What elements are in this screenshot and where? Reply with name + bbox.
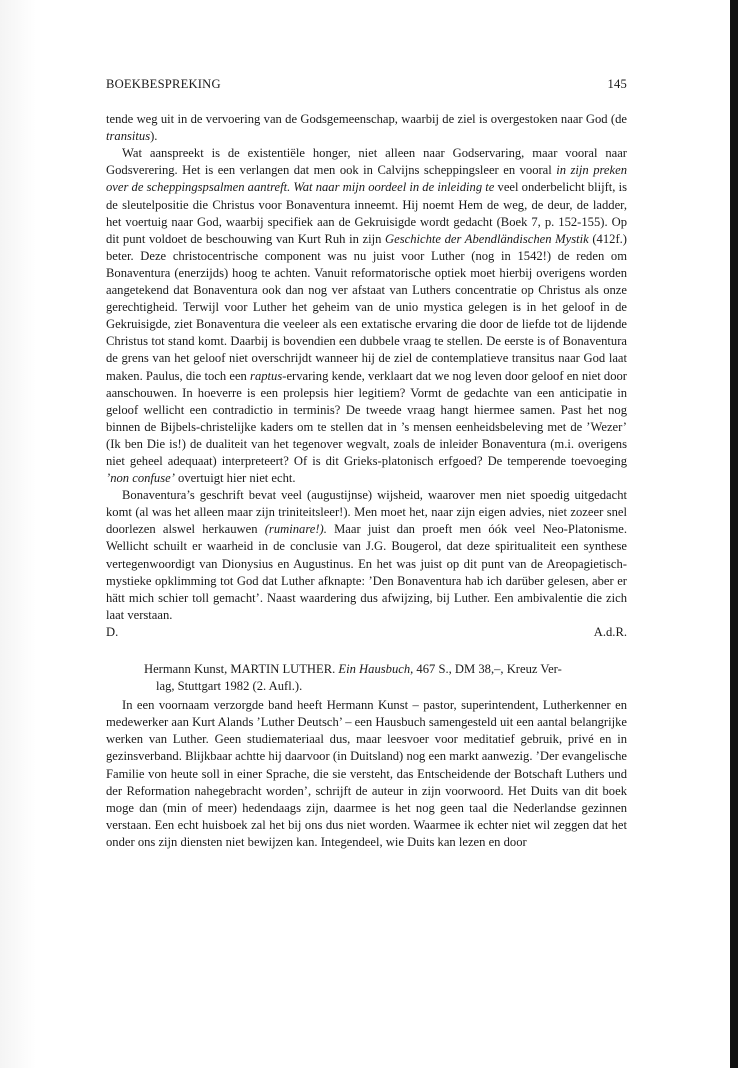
book-citation: Hermann Kunst, MARTIN LUTHER. Ein Hausbuch, 467 S., DM 38,–, Kreuz Ver- lag, Stuttgart 1982 (2. Aufl.). [144, 662, 562, 694]
review-signature [106, 624, 627, 641]
paragraph-continuation: tende weg uit in de vervoering van de Godsgemeenschap, waarbij de ziel is overgestoken naar God (de transitus). [106, 112, 627, 144]
page-body [106, 76, 627, 851]
scan-edge-right [730, 0, 738, 1068]
paragraph-conclusion: Bonaventura’s geschrift bevat veel (augustijnse) wijsheid, waarover men niet spoedig uitgedacht komt (al was het alleen maar zijn triniteitsleer!). Men moet het, naar zijn eigen advies, niet zozeer snel doorlezen alswel herkauwen (ruminare!). Maar juist dan proeft men óók veel Neo-Platonisme. Wellicht schuilt er waarheid in de conclusie van J.G. Bougerol, dat deze spiritualiteit een synthese vertegenwoordigt van Dionysius en Augustinus. En het was juist op dit punt van de Areopagietisch-mystieke opklimming tot God dat Luther afknapte: ’Den Bonaventura hab ich darüber gelesen, aber er hätt mich schier toll gemacht’. Naast waardering dus afwijzing, bij Luther. Een ambivalentie die zich laat verstaan. [106, 488, 627, 622]
paragraph-critique: Wat aanspreekt is de existentiële honger, niet alleen naar Godservaring, maar vooral naar Godsverering. Het is een verlangen dat men ook in Calvijns scheppingsleer en vooral in zijn preken over de scheppingspsalmen aantreft. Wat naar mijn oordeel in de inleiding te veel onderbelicht blijft, is de sleutelpositie die Christus voor Bonaventura inneemt. Hij noemt Hem de weg, de deur, de ladder, het voertuig naar God, waarbij specifiek aan de Gekruisigde wordt gedacht (Boek 7, p. 152-155). Op dit punt voldoet de beschouwing van Kurt Ruh in zijn Geschichte der Abendländischen Mystik (412f.) beter. Deze christocentrische component was nu juist voor Luther (nog in 1542!) de reden om Bonaventura (enerzijds) hoog te achten. Vanuit reformatorische optiek moet hierbij overigens worden aangetekend dat Bonaventura ook dan nog ver afstaat van Luthers concentratie op Christus als onze gerechtigheid. Terwijl voor Luther het geheim van de unio mystica gelegen is in het geloof in de Gekruisigde, ziet Bonaventura die veeleer als een extatische ervaring die door de liefde tot de lijdende Christus tot stand komt. Daarbij is bovendien een dubbele vraag te stellen. De eerste is of Bonaventura de grens van het geloof niet overschrijdt wanneer hij de ziel de contemplatieve transitus naar God laat maken. Paulus, die toch een raptus-ervaring kende, verklaart dat we nog leven door geloof en niet door aanschouwen. In hoeverre is een prolepsis hier legitiem? Vormt de gedachte van een anticipatie in geloof wellicht een contradictio in terminis? De tweede vraag hangt hiermee samen. Past het nog binnen de Bijbels-christelijke kaders om te stellen dat in ’s mensen eenheidsbeleving met de ’Wezer’ (Ik ben Die is!) de dualiteit van het tegenover wegvalt, zoals de inleider Bonaventura (m.i. overigens niet geheel adequaat) interpreteert? Of is dit Grieks-platonisch erfgoed? De temperende toevoeging ’non confuse’ overtuigt hier niet echt. [106, 146, 627, 486]
section-title: BOEKBESPREKING [106, 77, 221, 91]
running-header [106, 76, 627, 93]
paragraph-review-body: In een voornaam verzorgde band heeft Hermann Kunst – pastor, superintendent, Lutherkenner en medewerker aan Kurt Alands ’Luther Deutsch’ – een Hausbuch samengesteld uit een aantal belangrijke werken van Luther. Geen studiemateriaal dus, maar leesvoer voor meditatief gebruik, privé en in gezinsverband. Blijkbaar achtte hij daarvoor (in Duitsland) nog een markt aanwezig. ’Der evangelische Familie von heute soll in einer Sprache, die sie versteht, das Entscheidende der Botschaft Luthers und der Reformation nahegebracht worden’, schrijft de auteur in zijn voorwoord. Het Duits van dit boek moge dan (min of meer) hedendaags zijn, daarmee is het nog geen taal die Nederlandse gezinnen verstaan. Een echt huisboek zal het bij ons dus niet worden. Waarmee ik echter niet wil zeggen dat het onder ons zijn diensten niet bewijzen kan. Integendeel, wie Duits kan lezen en door [106, 698, 627, 849]
signature-author: A.d.R. [593, 624, 627, 639]
scan-shadow-left [0, 0, 36, 1068]
page-number: 145 [607, 77, 627, 91]
signature-place: D. [106, 624, 119, 639]
